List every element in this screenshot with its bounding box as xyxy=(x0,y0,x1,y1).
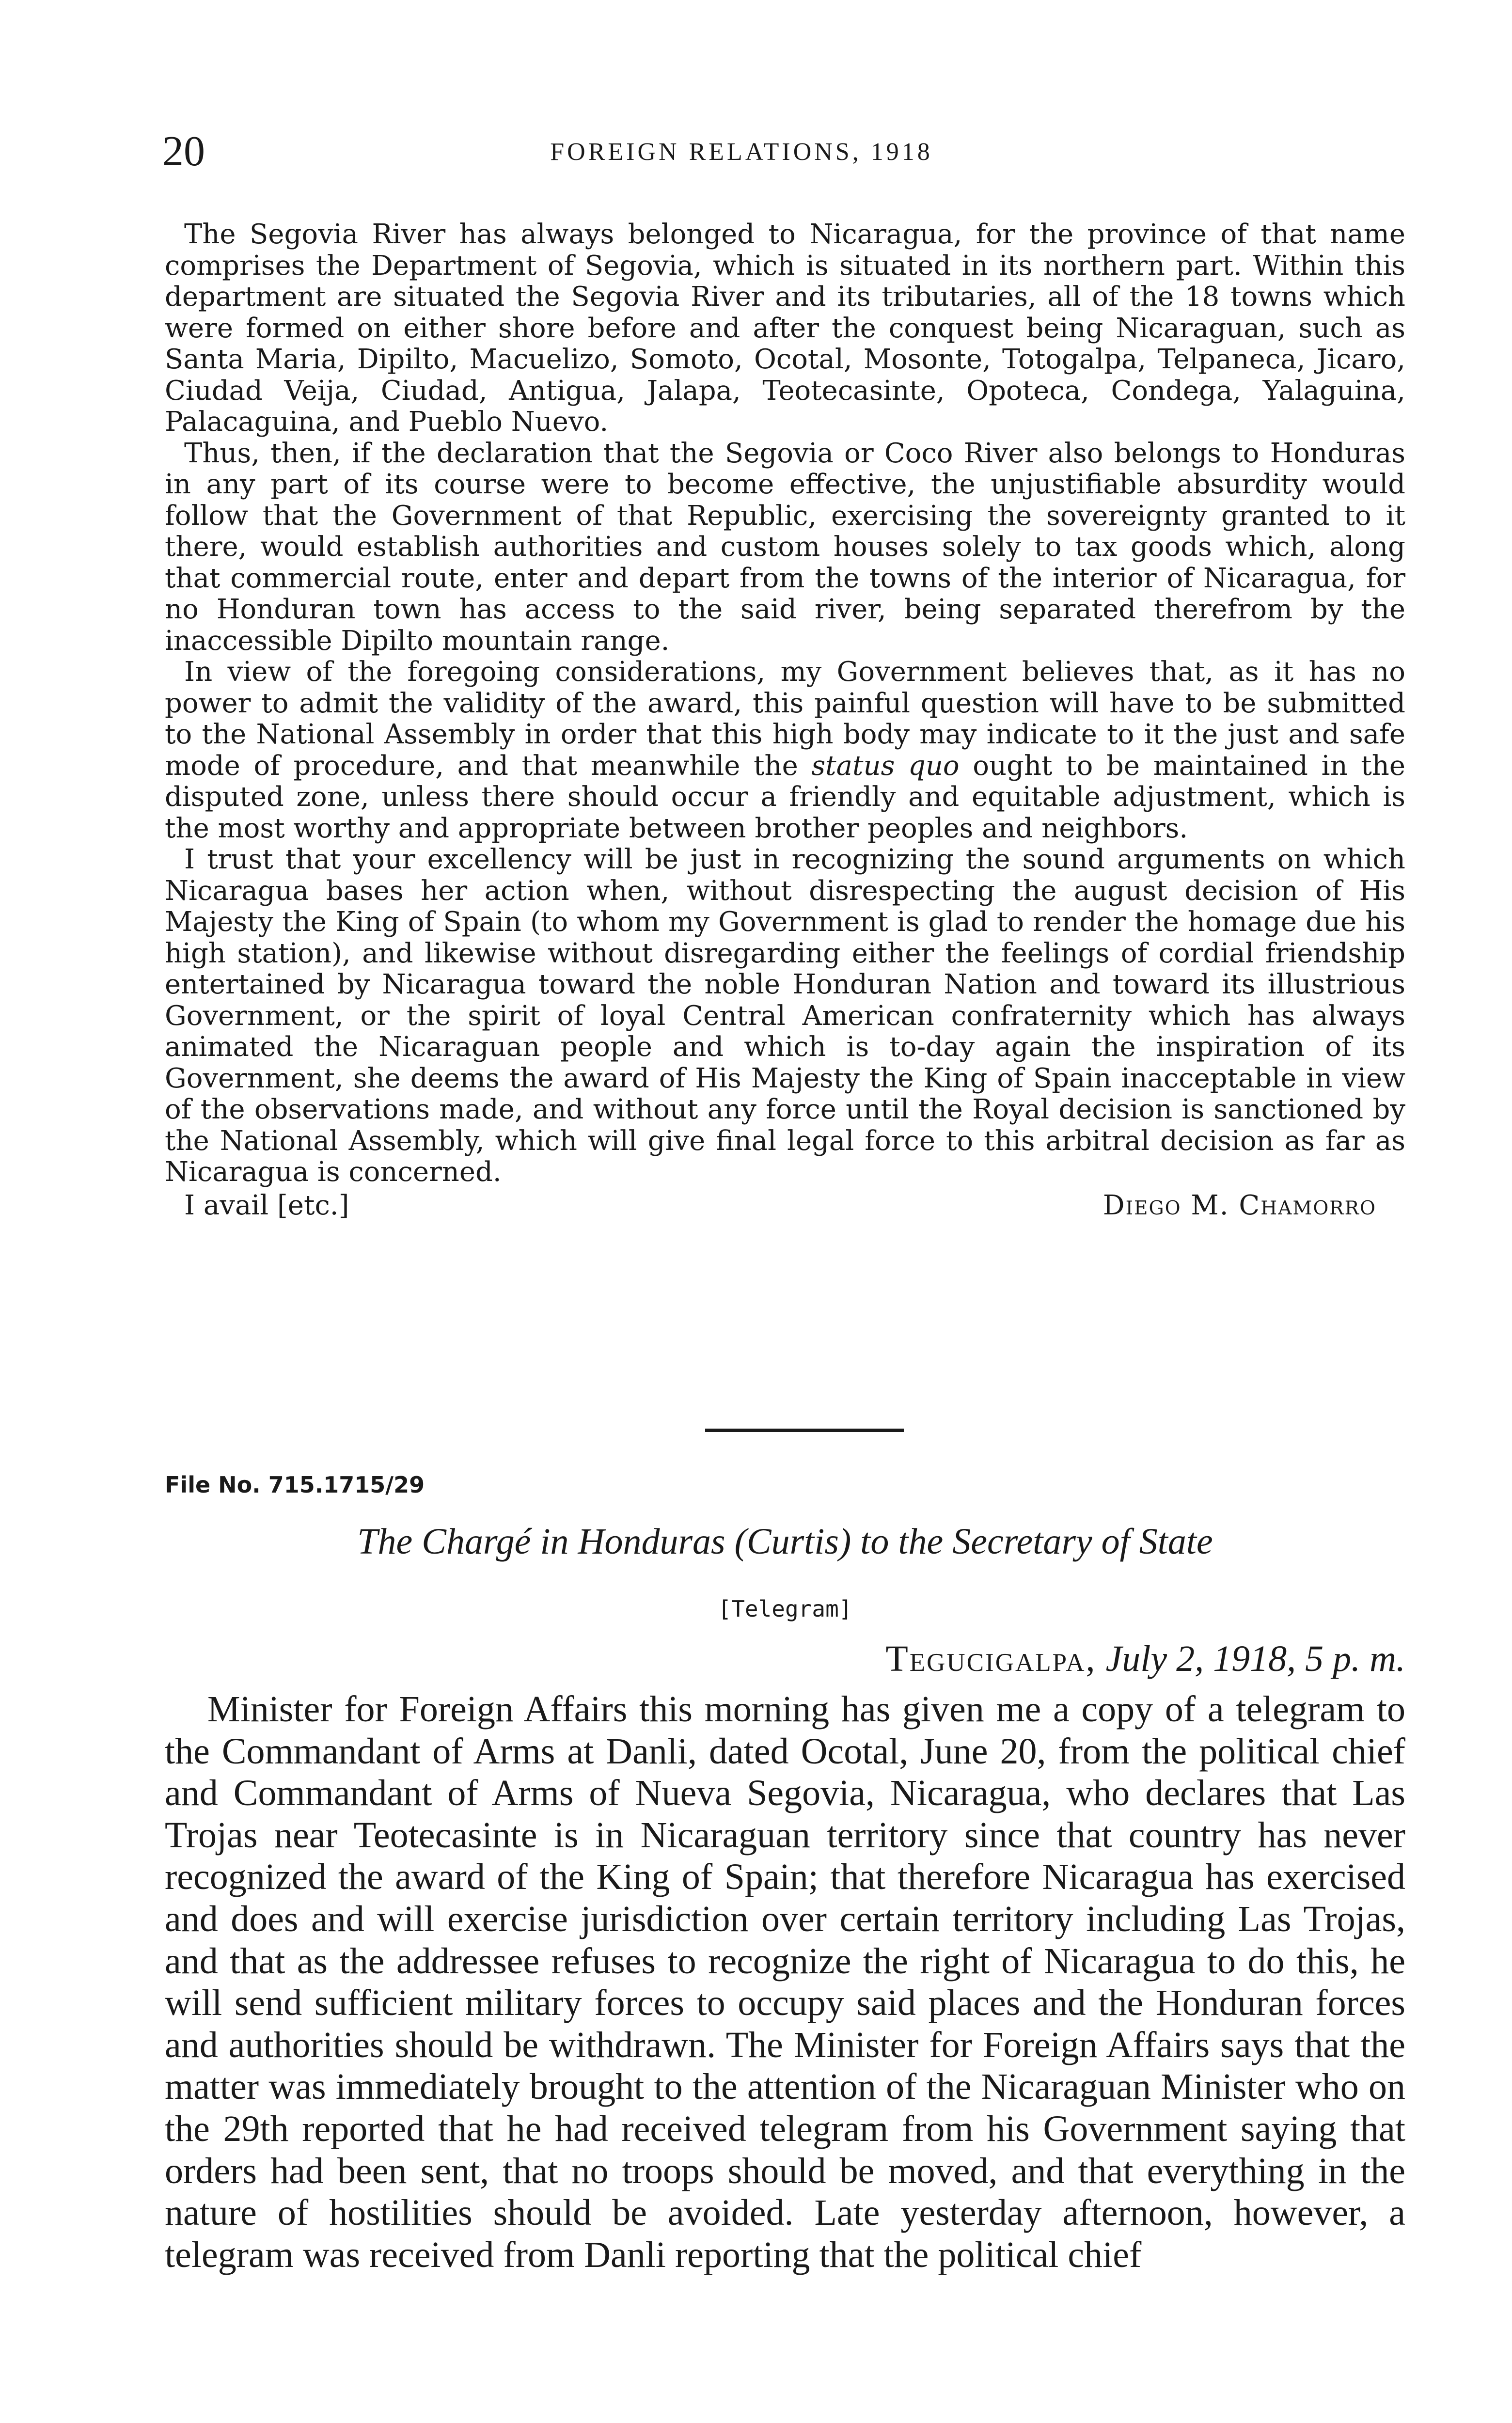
file-number: File No. 715.1715/29 xyxy=(165,1472,425,1498)
closing-line xyxy=(165,1190,1405,1222)
letter-paragraph-3-start: In view of the foregoing considerations, my Government believes that, as it has no power to admit the validity of the award, this painful question will have to be submitted to the National Assembly in order that this high body may indicate to it the just and safe mode of procedure, and that meanwhile the xyxy=(165,656,1405,782)
letter-paragraph-3-end: ought to be maintained in the disputed zone, unless there should occur a friendly and equitable adjustment, which is the most worthy and appropriate between brother peoples and neighbors. xyxy=(165,750,1405,844)
dateline-place: Tegucigalpa, xyxy=(885,1638,1097,1679)
letter-paragraph-2: Thus, then, if the declaration that the Segovia or Coco River also belongs to Honduras in any part of its course were to become effective, the unjustifiable absurdity would follow that the Government of that Republic, exercising the sovereignty granted to it there, would establish authorities and custom houses solely to tax goods which, along that commercial route, enter and depart from the towns of the interior of Nicaragua, for no Honduran town has access to the said river, being separated therefrom by the inaccessible Dipilto mountain range. xyxy=(165,437,1405,657)
document-type-label: [Telegram] xyxy=(718,1596,852,1622)
letter-paragraph-3 xyxy=(165,657,1405,844)
dateline-date: July 2, 1918, 5 p. m. xyxy=(1105,1638,1405,1679)
telegram-paragraph: Minister for Foreign Affairs this morning has given me a copy of a telegram to the Commandant of Arms at Danli, dated Ocotal, June 20, from the political chief and Commandant of Arms of Nueva Segovia, Nicaragua, who declares that Las Trojas near Teotecasinte is in Nicaraguan territory since that country has never recognized the award of the King of Spain; that therefore Nicaragua has exercised and does and will exercise jurisdiction over certain territory including Las Trojas, and that as the addressee refuses to recognize the right of Nicaragua to do this, he will send sufficient military forces to occupy said places and the Honduran forces and authorities should be withdrawn. The Minister for Foreign Affairs says that the matter was immediately brought to the attention of the Nicaraguan Minister who on the 29th reported that he had received telegram from his Government saying that orders had been sent, that no troops should be moved, and that everything in the nature of hostilities should be avoided. Late yesterday afternoon, however, a telegram was received from Danli reporting that the political chief xyxy=(165,1689,1405,2275)
letter-paragraph-4: I trust that your excellency will be just in recognizing the sound arguments on which Nicaragua bases her action when, without disrespecting the august decision of His Majesty the King of Spain (to whom my Government is glad to render the homage due his high station), and likewise without disregarding either the feelings of cordial friendship entertained by Nicaragua toward the noble Honduran Nation and toward its illustrious Government, or the spirit of loyal Central American confraternity which has always animated the Nicaraguan people and which is to-day again the inspiration of its Government, she deems the award of His Majesty the King of Spain inacceptable in view of the observations made, and without any force until the Royal decision is sanctioned by the National Assembly, which will give final legal force to this arbitral decision as far as Nicaragua is concerned. xyxy=(165,844,1405,1188)
telegram-body xyxy=(165,1688,1405,2276)
letter-paragraph-1: The Segovia River has always belonged to Nicaragua, for the province of that name comprises the Department of Segovia, which is situated in its northern part. Within this department are situated the Segovia River and its tributaries, all of the 18 towns which were formed on either shore before and after the conquest being Nicaraguan, such as Santa Maria, Dipilto, Macuelizo, Somoto, Ocotal, Mosonte, Totogalpa, Telpaneca, Jicaro, Ciudad Veija, Ciudad, Antigua, Jalapa, Teotecasinte, Opoteca, Condega, Yalaguina, Palacaguina, and Pueblo Nuevo. xyxy=(165,219,1405,438)
closing-formula: I avail [etc.] xyxy=(184,1189,349,1221)
page-number: 20 xyxy=(162,128,205,175)
running-head: FOREIGN RELATIONS, 1918 xyxy=(550,138,933,166)
letter-body xyxy=(165,219,1405,1221)
dateline xyxy=(885,1638,1405,1680)
status-quo-italic: status quo xyxy=(811,750,960,782)
page-header xyxy=(162,127,1321,180)
document-title: The Chargé in Honduras (Curtis) to the Secretary of State xyxy=(357,1521,1213,1562)
signature: Diego M. Chamorro xyxy=(1102,1189,1376,1221)
section-divider xyxy=(705,1429,904,1432)
